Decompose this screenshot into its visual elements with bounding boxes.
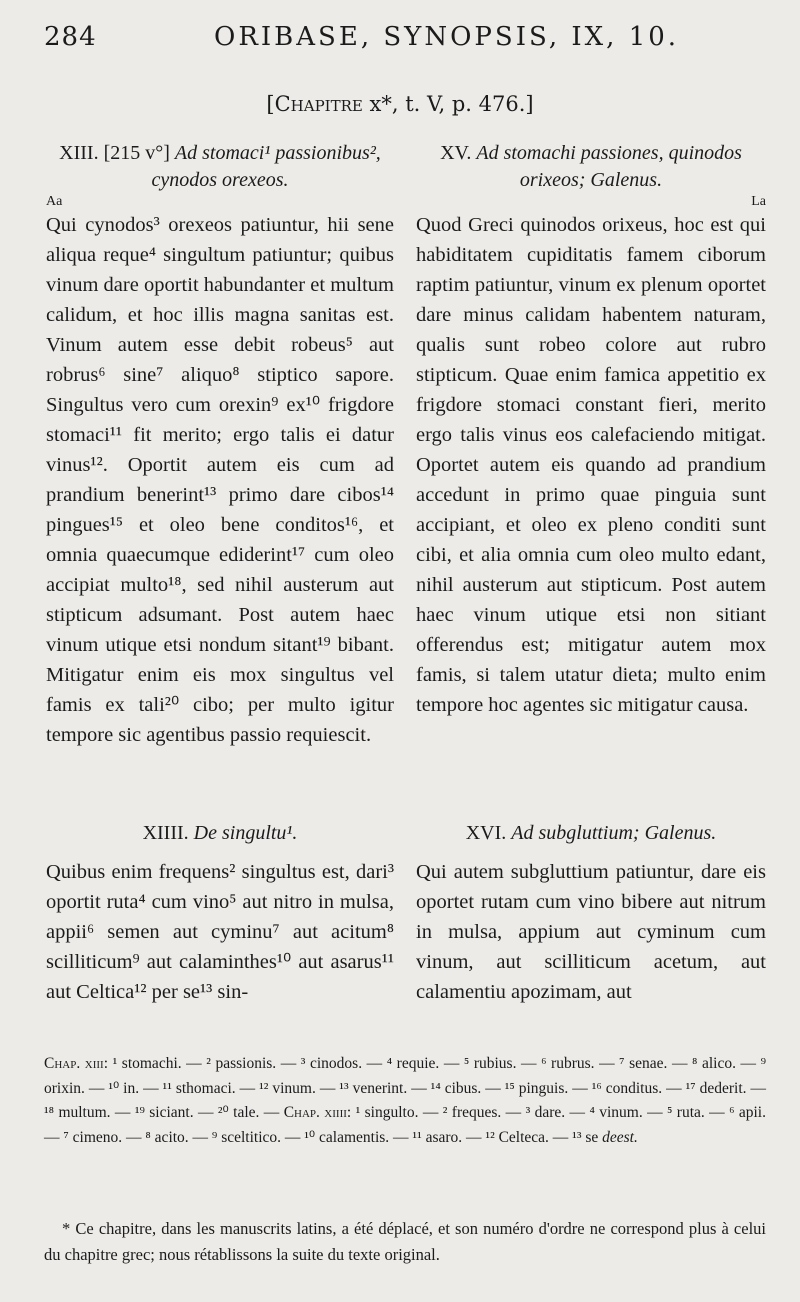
ch15-body: Quod Greci quinodos orixeus, hoc est qui habiditatem cupiditatis famem ciborum raptim patiuntur, vinum ex plenum oportet dare minus calidam habentem naturam, qualis sunt robeo colore aut rubro stipticum. Quae enim famica appetitio ex frigdore stomaci constant fieri, merito ergo talis vinus eos calefaciendo mitigat. Oportet autem eis quando ad prandium accedunt in primo quae pinguia sunt accipiant, et oleo ex pleno conditi sunt cibi, et alia omnia cum oleo multo edant, nihil austerum aut stipticum. Post autem haec vinum utique etsi non sitiant offerendus est; mitigatur autem mox famis, si talem utatur dieta; multo enim tempore hoc agentes sic mitigatur causa.	[416, 214, 766, 716]
ch16-heading	[416, 820, 766, 847]
ch14-body: Quibus enim frequens² singultus est, dari³ oportit ruta⁴ cum vino⁵ aut nitro in mulsa, appii⁶ semen aut cyminu⁷ aut acitum⁸ scilliticum⁹ aut calaminthes¹⁰ aut asarus¹¹ aut Celtica¹² per se¹³ sin-	[46, 861, 394, 1003]
ch13-heading	[46, 140, 394, 194]
running-title: ORIBASE, SYNOPSIS, IX, 10.	[214, 22, 680, 52]
apparatus-chap13-label: Chap. xiii	[44, 1055, 104, 1072]
ch13-heading-number: XIII. [215 v°]	[59, 142, 175, 164]
chapter-ref-open: [	[266, 92, 275, 116]
apparatus-chap13-text: : ¹ stomachi. — ² passionis. — ³ cinodos. — ⁴ requie. — ⁵ rubius. — ⁶ rubrus. — ⁷ senae. — ⁸ alico. — ⁹ orixin. — ¹⁰ in. — ¹¹ sthomaci. — ¹² vinum. — ¹³ venerint. — ¹⁴ cibus. — ¹⁵ pinguis. — ¹⁶ conditus. — ¹⁷ dederit. — ¹⁸ multum. — ¹⁹ siciant. — ²⁰ tale. —	[44, 1055, 767, 1121]
editorial-note: * Ce chapitre, dans les manuscrits latins, a été déplacé, et son numéro d'ordre ne correspond plus à celui du chapitre grec; nous rétablissons la suite du texte original.	[44, 1219, 766, 1264]
ch15-marginal-siglum: La	[751, 194, 766, 209]
right-column-ch16	[416, 820, 766, 1007]
ch13-heading-title: Ad stomaci¹ passionibus², cynodos orexeos.	[151, 142, 381, 191]
apparatus-chap14-end: deest.	[602, 1128, 638, 1146]
ch14-heading	[46, 820, 394, 847]
ch15-heading	[416, 140, 766, 194]
apparatus-chap14-label: Chap. xiiii	[283, 1104, 347, 1121]
running-head	[44, 22, 760, 62]
ch13-marginal-siglum: Aa	[46, 194, 63, 209]
left-column-ch14	[46, 820, 394, 1007]
critical-apparatus	[44, 1052, 766, 1150]
ch15-heading-title: Ad stomachi passiones, quinodos orixeos; Galenus.	[476, 142, 742, 191]
ch16-body: Qui autem subgluttium patiuntur, dare eis oportet rutam cum vino bibere aut nitrum in mulsa, appium aut cyminum cum vinum, aut scilliticum acetum, aut calamentiu apozimam, aut	[416, 861, 766, 1003]
ch16-heading-title: Ad subgluttium; Galenus.	[511, 822, 717, 844]
ch14-heading-title: De singultu¹.	[193, 822, 298, 844]
ch13-body: Qui cynodos³ orexeos patiuntur, hii sene aliqua reque⁴ singultum patiuntur; quibus vinum dare oportit habundanter et multum calidum, et hoc illis magna sanitas est. Vinum autem esse debit robeus⁵ aut robrus⁶ sine⁷ aliquo⁸ stiptico sapore. Singultus vero cum orexin⁹ ex¹⁰ frigdore stomaci¹¹ fit merito; ergo talis ei datur vinus¹². Oportit autem eis cum ad prandium benerint¹³ primo dare cibos¹⁴ pingues¹⁵ et oleo bene conditos¹⁶, et omnia quaecumque ediderint¹⁷ cum oleo accipiat multo¹⁸, sed nihil austerum aut stipticum adsumant. Post autem haec vinum utique etsi nondum sitant¹⁹ bibant. Mitigatur enim eis mox singultus vel famis ex tali²⁰ cibo; per multo igitur tempore sic agentibus passio requiescit.	[46, 214, 394, 746]
left-column-ch13	[46, 140, 394, 750]
ch16-heading-number: XVI.	[465, 822, 512, 844]
chapter-reference	[0, 92, 800, 116]
apparatus-chap14-text: : ¹ singulto. — ² freques. — ³ dare. — ⁴ vinum. — ⁵ ruta. — ⁶ apii. — ⁷ cimeno. — ⁸ acito. — ⁹ sceltitico. — ¹⁰ calamentis. — ¹¹ asaro. — ¹² Celteca. — ¹³ se	[44, 1104, 766, 1146]
ch15-heading-number: XV.	[440, 142, 477, 164]
chapter-ref-rest: x*, t. V, p. 476.]	[362, 92, 534, 116]
ch14-heading-number: XIIII.	[142, 822, 194, 844]
chapter-ref-label: Chapitre	[274, 92, 363, 116]
page-number: 284	[44, 22, 97, 52]
right-column-ch15	[416, 140, 766, 720]
